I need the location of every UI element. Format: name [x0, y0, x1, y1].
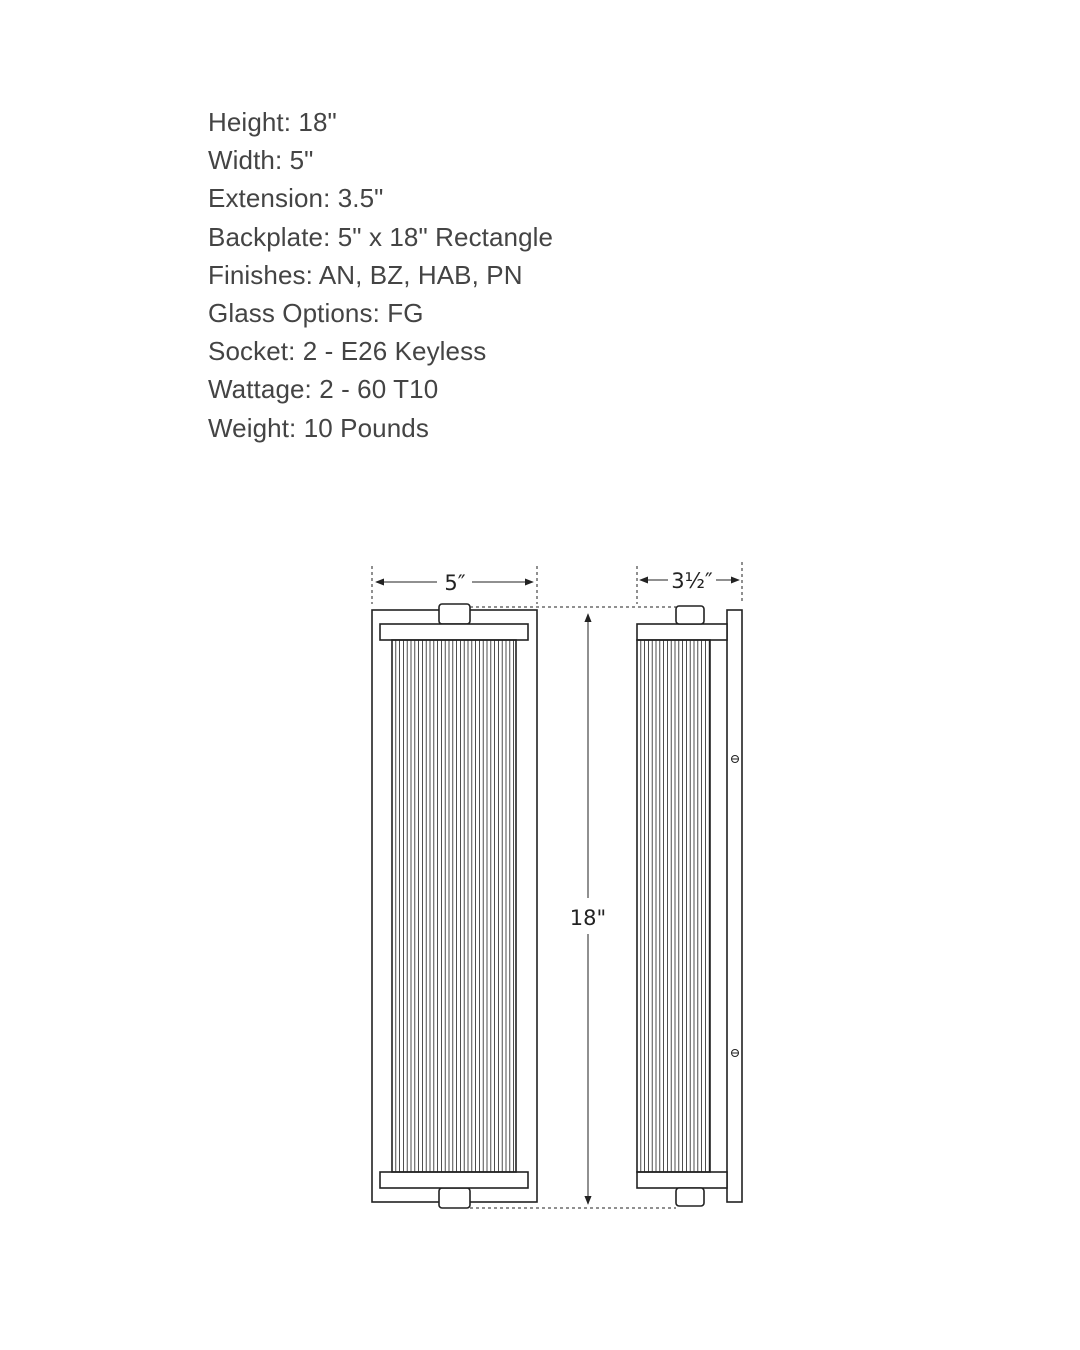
spec-socket: Socket: 2 - E26 Keyless [208, 336, 487, 367]
front-top-bracket [380, 624, 528, 640]
side-glass [637, 640, 710, 1172]
height-label: 18" [569, 906, 607, 930]
front-bottom-bracket [380, 1172, 528, 1188]
side-backplate [727, 610, 742, 1202]
front-backplate [372, 610, 537, 1202]
side-view [637, 606, 742, 1206]
side-glass-flutes [641, 640, 709, 1172]
spec-width: Width: 5" [208, 145, 314, 176]
width-label: 5″ [444, 571, 466, 595]
spec-finishes: Finishes: AN, BZ, HAB, PN [208, 259, 523, 290]
side-bottom-cap [676, 1188, 704, 1206]
front-top-cap [439, 604, 470, 624]
front-bottom-cap [439, 1188, 470, 1208]
front-glass-flutes [396, 640, 514, 1172]
spec-weight: Weight: 10 Pounds [208, 412, 429, 443]
spec-wattage: Wattage: 2 - 60 T10 [208, 374, 439, 405]
spec-extension: Extension: 3.5" [208, 183, 384, 214]
extension-label: 3½″ [671, 569, 713, 593]
side-top-cap [676, 606, 704, 624]
front-view [372, 604, 537, 1208]
spec-glass-options: Glass Options: FG [208, 298, 424, 329]
spec-backplate: Backplate: 5" x 18" Rectangle [208, 221, 554, 252]
side-top-bracket [637, 624, 727, 640]
side-bottom-bracket [637, 1172, 727, 1188]
spec-height: Height: 18" [208, 107, 337, 137]
